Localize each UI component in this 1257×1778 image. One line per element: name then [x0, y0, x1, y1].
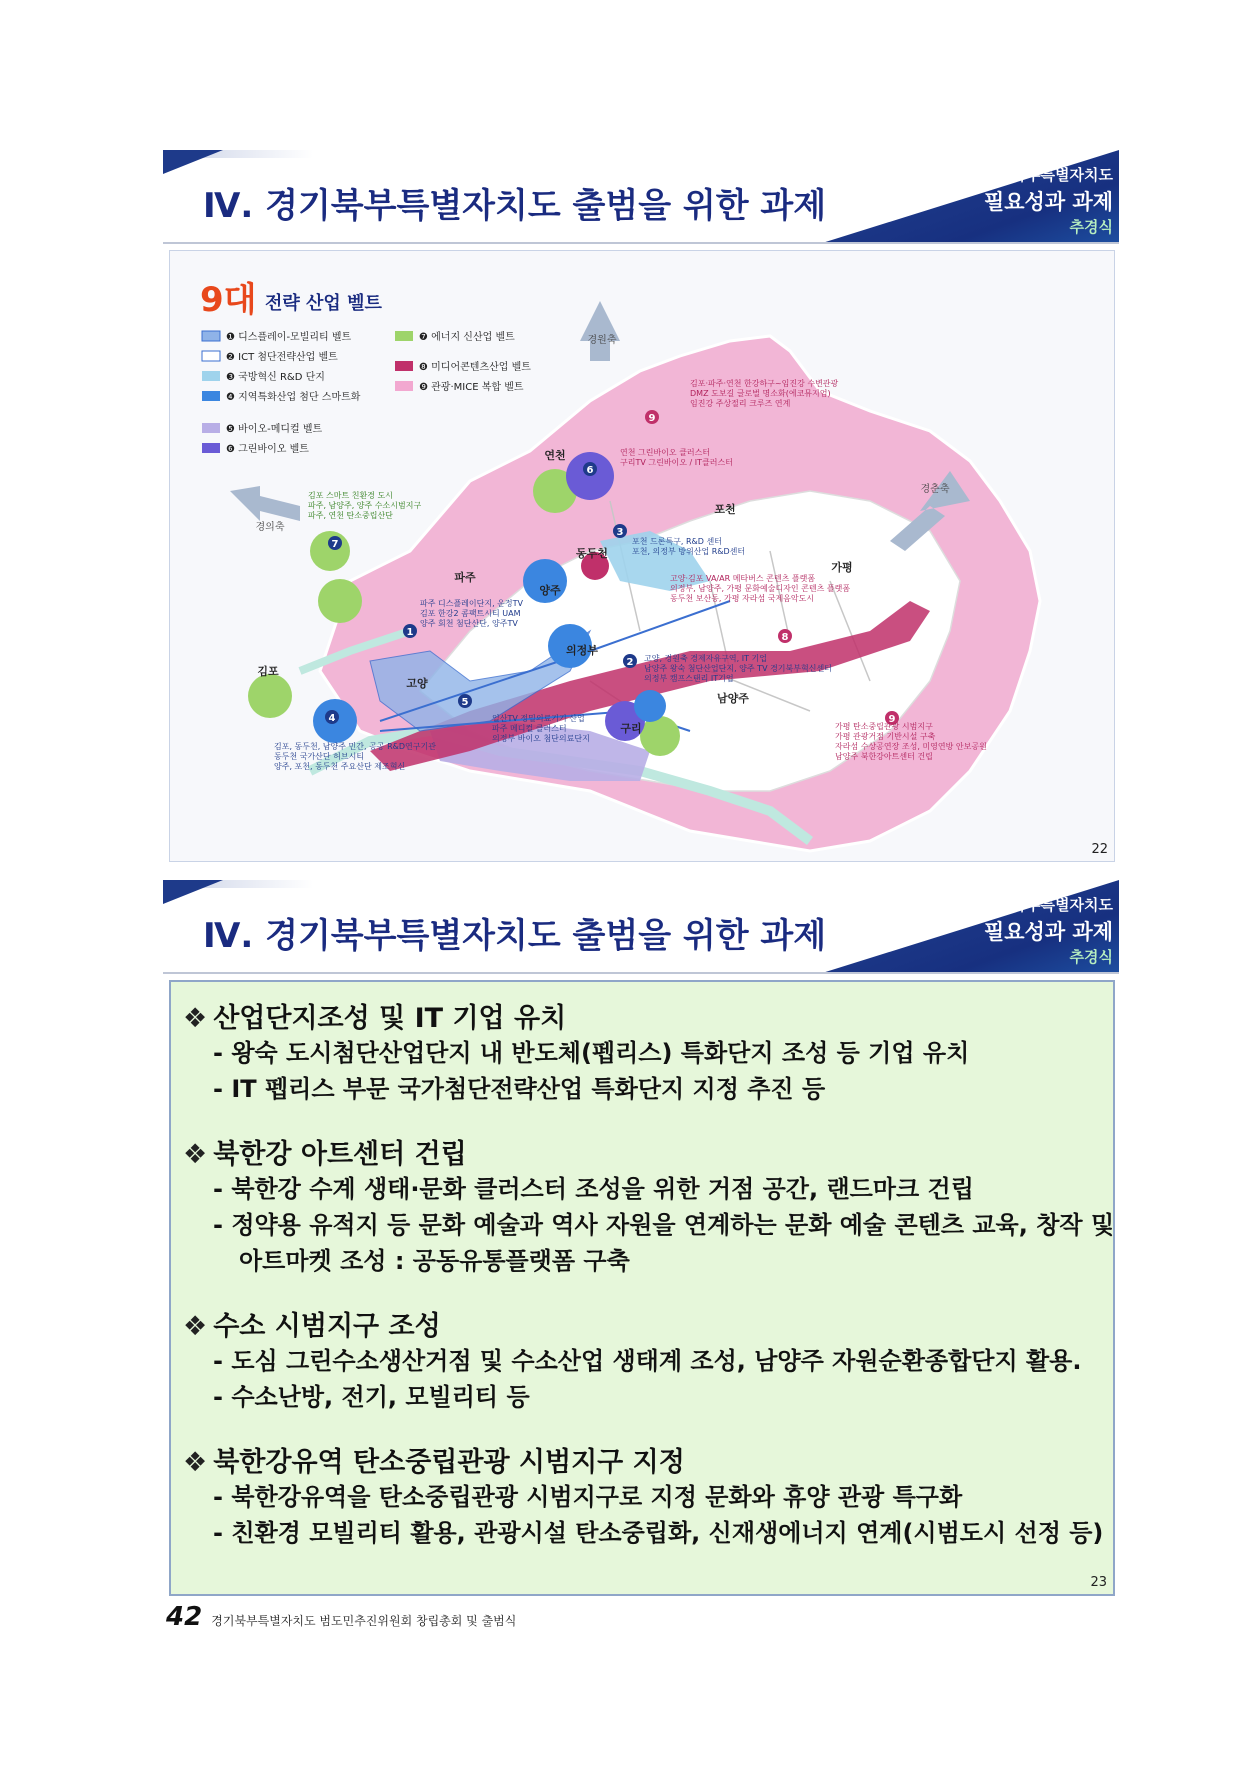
gyeongwon-arrow	[580, 301, 620, 361]
heading-text: 수소 시범지구 조성	[213, 1311, 441, 1342]
slide-title: Ⅳ. 경기북부특별자치도 출범을 위한 과제	[203, 186, 827, 226]
section-heading	[183, 996, 969, 1035]
circle-blue-guri	[634, 690, 666, 722]
map-title-rest: 전략 산업 벨트	[265, 293, 382, 314]
region-gimpo: 김포	[257, 665, 279, 678]
badge-line-3: 추경식	[1069, 948, 1113, 966]
region-paju: 파주	[454, 571, 476, 584]
circle-green-7a	[310, 531, 350, 571]
ann-7-1: 김포 스마트 친환경 도시	[308, 491, 393, 500]
map-title-number: 9대	[200, 280, 257, 320]
region-yangju: 양주	[539, 584, 561, 597]
ann-1-3: 양주 회천 첨단산단, 양주TV	[420, 619, 518, 628]
ann-7-3: 파주, 연천 탄소중립산단	[308, 511, 393, 520]
legend-5: ❺ 바이오-메디컬 벨트	[226, 424, 323, 435]
section-item: - 북한강유역을 탄소중립관광 시범지구로 지정 문화와 휴양 관광 특구화	[213, 1483, 963, 1511]
ann-9bot-3: 자라섬 수상공연장 조성, 미영연방 안보공원	[835, 742, 987, 751]
marker-2: 2	[626, 657, 634, 668]
ann-9bot-4: 남양주 북한강아트센터 건립	[835, 752, 933, 761]
legend-6: ❻ 그린바이오 벨트	[226, 444, 309, 455]
ann-9bot-1: 가평 탄소중립관광 시범지구	[835, 722, 933, 731]
ann-7-2: 파주, 남양주, 양주 수소시범지구	[308, 501, 422, 510]
ann-5-1: 일산TV 정밀의료기기 산업	[492, 714, 585, 723]
section-item: - 친환경 모빌리티 활용, 관광시설 탄소중립화, 신재생에너지 연계(시범도시 선정 등)	[213, 1519, 1104, 1547]
slide-title: Ⅳ. 경기북부특별자치도 출범을 위한 과제	[203, 916, 827, 956]
badge-line-1: 경기북부특별자치도	[982, 166, 1113, 184]
ann-3-2: 포천, 의정부 방위산업 R&D센터	[632, 547, 746, 556]
slide-22	[163, 150, 1119, 864]
legend	[202, 330, 531, 455]
region-guri: 구리	[620, 722, 642, 735]
section-item: - 수소난방, 전기, 모빌리티 등	[213, 1383, 530, 1411]
ann-2-1: 고양, 경원축 경제자유구역, IT 기업	[644, 654, 767, 663]
marker-5: 5	[461, 697, 469, 708]
legend-3: ❸ 국방혁신 R&D 단지	[226, 372, 325, 383]
strategy-belt-map	[169, 250, 1115, 862]
marker-9a: 9	[648, 413, 656, 424]
ann-9bot-2: 가평 관광거점 기반시설 구축	[835, 732, 936, 741]
section-art-center	[183, 1132, 1114, 1279]
ann-3-1: 포천 드론특구, R&D 센터	[632, 537, 722, 546]
badge-line-1: 경기북부특별자치도	[982, 896, 1113, 914]
diamond-bullet-icon: ❖	[183, 1003, 208, 1034]
region-gapyeong: 가평	[831, 561, 853, 574]
marker-1: 1	[406, 627, 414, 638]
slide-header	[163, 150, 1119, 244]
section-industrial-complex	[183, 996, 969, 1107]
badge-line-2: 필요성과 과제	[983, 920, 1113, 944]
marker-4: 4	[328, 713, 336, 724]
legend-2: ❷ ICT 첨단전략산업 벨트	[226, 352, 338, 363]
section-item: - 정약용 유적지 등 문화 예술과 역사 자원을 연계하는 문화 예술 콘텐츠 교육, 창작 및	[213, 1211, 1115, 1239]
heading-text: 북한강유역 탄소중립관광 시범지구 지정	[213, 1447, 685, 1478]
section-heading	[183, 1132, 1114, 1171]
header-divider	[163, 242, 1119, 244]
gyeongui-arrow	[230, 486, 300, 521]
ann-2-3: 의정부 캠프스탠리 IT기업	[644, 674, 734, 683]
ann-8-3: 동두천 보산동, 가평 자라섬 국제음악도시	[670, 594, 815, 603]
marker-3: 3	[616, 527, 624, 538]
marker-6: 6	[586, 465, 594, 476]
circle-green-gimpo	[248, 674, 292, 718]
ann-2-2: 남양주 왕숙 첨단산업단지, 양주 TV 경기북부혁신센터	[644, 664, 832, 673]
region-goyang: 고양	[406, 677, 428, 690]
axis-gyeongchun: 경춘축	[920, 484, 950, 495]
footer-text: 경기북부특별자치도 범도민추진위원회 창립총회 및 출범식	[211, 1614, 517, 1628]
axis-gyeongwon: 경원축	[587, 335, 617, 346]
region-dongducheon: 동두천	[576, 547, 608, 560]
region-uijeongbu: 의정부	[566, 644, 598, 657]
page-footer	[166, 1602, 516, 1632]
heading-text: 산업단지조성 및 IT 기업 유치	[213, 1003, 567, 1034]
diamond-bullet-icon: ❖	[183, 1311, 208, 1342]
section-item: - IT 펩리스 부문 국가첨단전략산업 특화단지 지정 추진 등	[213, 1075, 826, 1103]
marker-8: 8	[781, 632, 789, 643]
header-corner-triangle	[163, 150, 223, 174]
marker-9b: 9	[888, 714, 896, 725]
ann-5-3: 의정부 바이오 첨단의료단지	[492, 734, 590, 743]
footer-page-number: 42	[166, 1602, 203, 1632]
map-svg	[170, 251, 1114, 861]
heading-text: 북한강 아트센터 건립	[213, 1139, 467, 1170]
section-hydrogen	[183, 1304, 1081, 1415]
legend-9: ❾ 관광·MICE 복합 벨트	[419, 382, 524, 393]
diamond-bullet-icon: ❖	[183, 1139, 208, 1170]
region-pocheon: 포천	[714, 503, 736, 516]
ann-9top-3: 임진강 주상절리 크루즈 연계	[690, 399, 791, 408]
ann-8-1: 고양·김포 VA/AR 메타버스 콘텐츠 플랫폼	[670, 574, 816, 583]
ann-6-2: 구리TV 그린바이오 / IT클러스터	[620, 458, 733, 467]
section-item-continued: 아트마켓 조성 : 공동유통플랫폼 구축	[239, 1247, 630, 1275]
circle-green-7b	[318, 579, 362, 623]
section-carbon-neutral	[183, 1440, 1103, 1551]
region-yeoncheon: 연천	[544, 449, 566, 462]
section-heading	[183, 1304, 1081, 1343]
legend-1: ❶ 디스플레이-모빌리티 벨트	[226, 332, 352, 343]
section-item: - 북한강 수계 생태·문화 클러스터 조성을 위한 거점 공간, 랜드마크 건립	[213, 1175, 974, 1203]
marker-7: 7	[331, 539, 339, 550]
section-heading	[183, 1440, 1103, 1479]
legend-4: ❹ 지역특화산업 첨단 스마트화	[226, 392, 361, 403]
diamond-bullet-icon: ❖	[183, 1447, 208, 1478]
legend-8: ❽ 미디어콘텐츠산업 벨트	[419, 362, 531, 373]
region-namyangju: 남양주	[717, 692, 749, 705]
section-item: - 왕숙 도시첨단산업단지 내 반도체(펩리스) 특화단지 조성 등 기업 유치	[213, 1039, 970, 1067]
ann-1-1: 파주 디스플레이단지, 운정TV	[420, 599, 523, 608]
circle-green-guri	[640, 716, 680, 756]
ann-4-1: 김포, 동두천, 남양주 민간, 공공 R&D연구기관	[274, 742, 436, 751]
page-number-23: 23	[1090, 1575, 1107, 1590]
content-box	[169, 980, 1115, 1596]
axis-gyeongui: 경의축	[255, 522, 285, 533]
ann-4-3: 양주, 포천, 동두천 주요산단 제조혁신	[274, 762, 406, 771]
ann-4-2: 동두천 국가산단 허브시티	[274, 752, 365, 761]
ann-1-2: 김포 한강2 콤팩트시티 UAM	[420, 609, 521, 618]
section-item: - 도심 그린수소생산거점 및 수소산업 생태계 조성, 남양주 자원순환종합단지 활용.	[213, 1347, 1082, 1375]
ann-6-1: 연천 그린바이오 클러스터	[620, 448, 711, 457]
ann-8-2: 의정부, 남양주, 가평 문화예술디자인 콘텐츠 플랫폼	[670, 584, 851, 593]
ann-9top-1: 김포·파주·연천 한강하구~임진강 수변관광	[690, 379, 839, 388]
header-divider	[163, 972, 1119, 974]
slide-header	[163, 880, 1119, 974]
page-number-22: 22	[1091, 842, 1108, 857]
legend-7: ❼ 에너지 신산업 벨트	[419, 332, 515, 343]
badge-line-3: 추경식	[1069, 218, 1113, 236]
header-corner-triangle	[163, 880, 223, 904]
badge-line-2: 필요성과 과제	[983, 190, 1113, 214]
ann-5-2: 파주 메디컬 클러스터	[492, 724, 567, 733]
ann-9top-2: DMZ 도보길 글로벌 명소화(에코뮤지엄)	[690, 389, 831, 398]
slide-23	[163, 880, 1119, 1598]
